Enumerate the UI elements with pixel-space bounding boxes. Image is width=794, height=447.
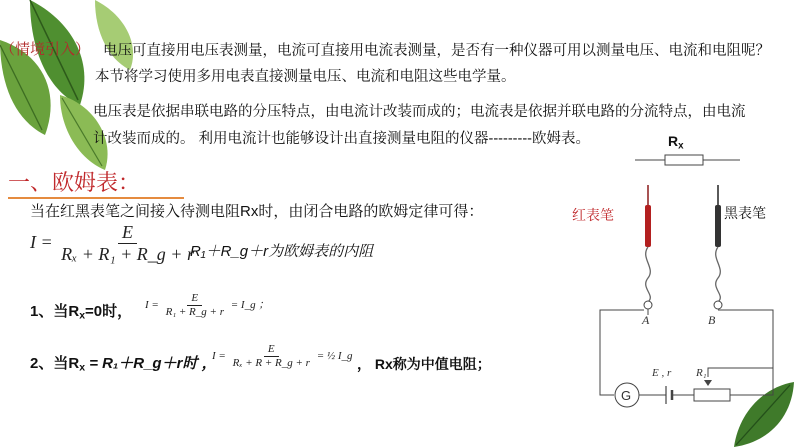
intro-tag: （情境引入）: [0, 41, 91, 58]
step-2-numerator: E: [264, 343, 279, 357]
step-1-cond: =0时，: [85, 303, 133, 320]
step-1-label: [30, 300, 132, 322]
heading-underline: [8, 197, 184, 199]
step-2-sub: x: [79, 361, 86, 374]
step-1-numerator: E: [187, 292, 202, 306]
step-1-text: 1、当R: [30, 303, 80, 320]
red-probe: [645, 205, 651, 247]
step-2-text: 2、当R: [30, 355, 80, 372]
step-1-formula-lhs: I =: [145, 298, 159, 311]
step-2-fraction: [229, 343, 314, 370]
rx-label: [668, 133, 684, 151]
step-2-label: [30, 352, 217, 374]
rheostat-label: R₁: [696, 367, 707, 379]
internal-resistance-note: R₁＋R_g＋r为欧姆表的内阻: [190, 243, 374, 260]
intro-line-1: 电压可直接用电压表测量，电流可直接用电流表测量，是否有一种仪器可用以测量电压、电流和电阻呢？: [103, 43, 770, 59]
terminal-b: [714, 301, 722, 309]
terminal-a: [644, 301, 652, 309]
step-2-note: ， Rx称为中值电阻；: [357, 356, 491, 372]
formula-numerator: E: [118, 222, 137, 244]
rheostat: [694, 389, 730, 401]
ohmmeter-circuit: [590, 150, 790, 440]
galvanometer-label: G: [621, 388, 632, 403]
main-formula: [30, 222, 198, 265]
step-2-formula: [212, 343, 353, 370]
step-1-fraction: [162, 292, 228, 319]
step-2-formula-lhs: I =: [212, 349, 226, 362]
battery-label: E , r: [652, 367, 672, 379]
step-1-formula-rhs: = I_g ；: [230, 298, 270, 311]
step-2-cond: = R₁＋R_g＋r时 ，: [85, 355, 217, 372]
paragraph-2-line-1: 电压表是依据串联电路的分压特点，由电流计改装而成的；电流表是依据并联电路的分流特点，由电流: [93, 104, 746, 120]
intro-line-2: 本节将学习使用多用电表直接测量电压、电流和电阻这些电学量。: [95, 69, 516, 85]
formula-denominator: Rₓ + R₁ + R_g + r: [61, 243, 194, 264]
ohm-law-sentence: 当在红黑表笔之间接入待测电阻Rx时，由闭合电路的欧姆定律可得：: [30, 203, 484, 220]
rx-label-main: R: [668, 133, 679, 149]
step-1-denominator: R₁ + R_g + r: [165, 305, 224, 318]
formula-fraction: [57, 222, 198, 265]
step-2-denominator: Rₓ + R + R_g + r: [232, 356, 310, 369]
terminal-a-label: A: [642, 313, 650, 327]
section-heading: 一、欧姆表：: [8, 170, 141, 195]
formula-lhs: I =: [30, 231, 53, 252]
black-probe: [715, 205, 721, 247]
leaf-decoration-topleft: [0, 0, 150, 175]
step-1-formula: [145, 292, 269, 319]
terminal-b-label: B: [708, 313, 716, 327]
rx-label-sub: x: [678, 140, 684, 152]
black-probe-label: 黑表笔: [724, 205, 766, 221]
step-2-formula-rhs: = ½ I_g: [316, 349, 353, 362]
rx-resistor: [665, 155, 703, 165]
step-1-sub: x: [79, 309, 86, 322]
red-probe-label: 红表笔: [572, 207, 614, 223]
paragraph-2-line-2: 计改装而成的。 利用电流计也能够设计出直接测量电阻的仪器---------欧姆表。: [93, 131, 590, 147]
